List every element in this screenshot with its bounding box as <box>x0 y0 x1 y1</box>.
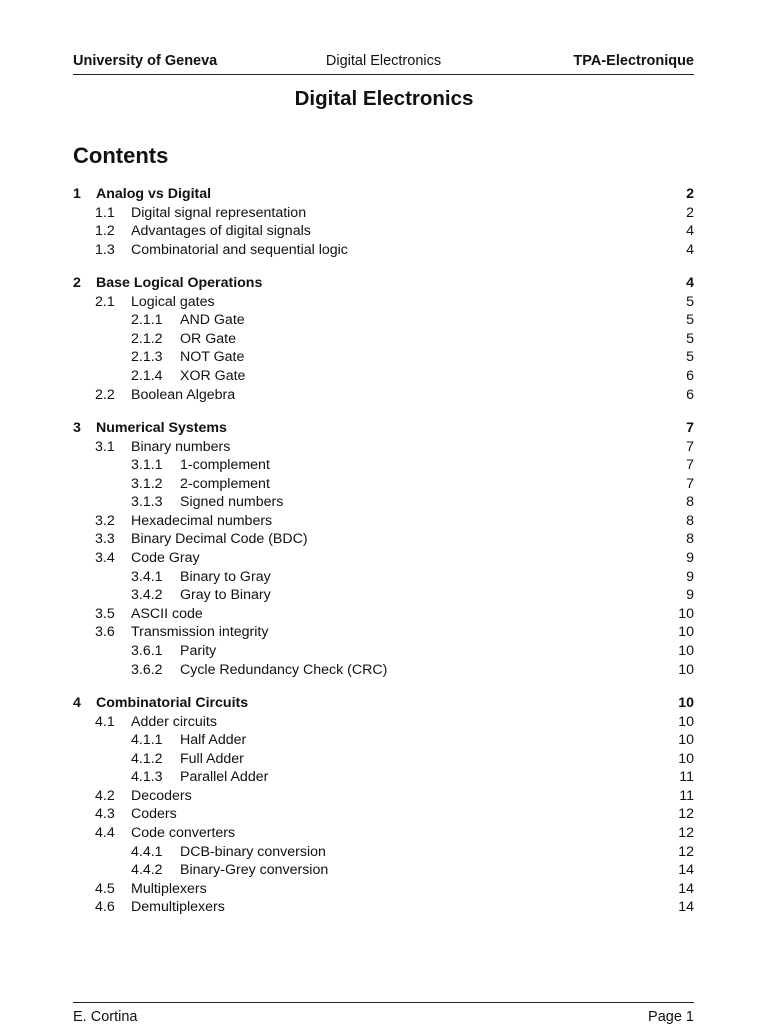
toc-entry-page: 10 <box>675 713 694 732</box>
toc-entry-page: 10 <box>675 642 694 661</box>
toc-entry-number: 2.1 <box>95 293 115 310</box>
toc-entry-page: 10 <box>675 694 694 713</box>
toc-section[interactable] <box>73 880 694 899</box>
toc-entry-leader-row <box>180 475 694 494</box>
toc-entry-page: 2 <box>683 204 694 223</box>
toc-entry-number: 3.1.2 <box>131 475 163 492</box>
toc-entry-leader-row <box>131 386 694 405</box>
toc-entry-title: Boolean Algebra <box>131 387 239 403</box>
toc-subsection[interactable] <box>73 493 694 512</box>
toc-entry-title: Numerical Systems <box>96 420 231 436</box>
toc-entry-title: Parallel Adder <box>180 769 272 785</box>
toc-entry-number: 2 <box>73 275 81 292</box>
toc-entry-title: AND Gate <box>180 312 249 328</box>
toc-chapter[interactable] <box>73 694 694 713</box>
toc-entry-number: 4.4 <box>95 825 115 842</box>
toc-entry-title: Binary to Gray <box>180 569 275 585</box>
toc-entry-page: 8 <box>683 493 694 512</box>
toc-entry-number: 2.2 <box>95 386 115 403</box>
toc-entry-page: 9 <box>683 568 694 587</box>
toc-entry-title: Logical gates <box>131 294 219 310</box>
toc-entry-title: Base Logical Operations <box>96 275 266 291</box>
toc-subsection[interactable] <box>73 475 694 494</box>
toc-entry-title: DCB-binary conversion <box>180 844 330 860</box>
toc-entry-page: 12 <box>675 805 694 824</box>
toc-entry-number: 3.1.3 <box>131 494 163 511</box>
toc-entry-page: 7 <box>683 475 694 494</box>
toc-entry-leader-row <box>180 661 694 680</box>
toc-entry-number: 3.4 <box>95 550 115 567</box>
toc-entry-title: Binary Decimal Code (BDC) <box>131 531 312 547</box>
toc-entry-leader-row <box>180 642 694 661</box>
toc-entry-title: Digital signal representation <box>131 205 310 221</box>
toc-entry-number: 4.4.2 <box>131 862 163 879</box>
toc-entry-leader-row <box>96 185 694 204</box>
toc-entry-title: Parity <box>180 643 220 659</box>
toc-subsection[interactable] <box>73 311 694 330</box>
toc-entry-title: 1-complement <box>180 457 274 473</box>
toc-entry-number: 3.6.2 <box>131 661 163 678</box>
toc-entry-title: Code Gray <box>131 550 204 566</box>
toc-entry-page: 12 <box>675 824 694 843</box>
toc-entry-leader-row <box>131 512 694 531</box>
toc-entry-page: 6 <box>683 367 694 386</box>
toc-entry-page: 5 <box>683 330 694 349</box>
toc-section[interactable] <box>73 605 694 624</box>
toc-subsection[interactable] <box>73 367 694 386</box>
toc-entry-title: Binary numbers <box>131 439 234 455</box>
toc-section[interactable] <box>73 530 694 549</box>
toc-entry-number: 4 <box>73 694 81 711</box>
toc-subsection[interactable] <box>73 843 694 862</box>
toc-section[interactable] <box>73 438 694 457</box>
toc-entry-page: 2 <box>683 185 694 204</box>
toc-subsection[interactable] <box>73 861 694 880</box>
toc-entry-page: 11 <box>676 787 694 806</box>
toc-section[interactable] <box>73 713 694 732</box>
toc-entry-leader-row <box>131 713 694 732</box>
toc-entry-number: 4.1 <box>95 713 115 730</box>
toc-entry-title: Half Adder <box>180 732 250 748</box>
document-title: Digital Electronics <box>294 87 474 110</box>
toc-section[interactable] <box>73 386 694 405</box>
toc-entry-number: 4.3 <box>95 806 115 823</box>
toc-entry-leader-row <box>131 880 694 899</box>
toc-subsection[interactable] <box>73 330 694 349</box>
toc-entry-number: 2.1.3 <box>131 349 163 366</box>
toc-subsection[interactable] <box>73 348 694 367</box>
toc-entry-leader-row <box>180 586 694 605</box>
toc-entry-leader-row <box>180 330 694 349</box>
footer-author: E. Cortina <box>73 1009 138 1025</box>
toc-entry-leader-row <box>131 824 694 843</box>
toc-subsection[interactable] <box>73 661 694 680</box>
toc-entry-number: 1.3 <box>95 241 115 258</box>
toc-entry-leader-row <box>96 274 694 293</box>
toc-entry-leader-row <box>131 787 694 806</box>
toc-entry-number: 3 <box>73 419 81 436</box>
toc-chapter[interactable] <box>73 274 694 293</box>
toc-entry-title: Transmission integrity <box>131 624 272 640</box>
toc-entry-page: 14 <box>675 898 694 917</box>
toc-entry-title: Demultiplexers <box>131 899 229 915</box>
toc-entry-page: 5 <box>683 293 694 312</box>
toc-entry-title: Advantages of digital signals <box>131 223 315 239</box>
toc-entry-title: Multiplexers <box>131 881 211 897</box>
toc-subsection[interactable] <box>73 731 694 750</box>
toc-entry-number: 1 <box>73 186 81 202</box>
toc-entry-leader-row <box>131 204 694 223</box>
toc-entry-number: 3.4.2 <box>131 587 163 604</box>
toc-section[interactable] <box>73 549 694 568</box>
toc-entry-number: 2.1.4 <box>131 368 163 385</box>
toc-section[interactable] <box>73 805 694 824</box>
toc-entry-leader-row <box>180 750 694 769</box>
toc-entry-number: 3.6.1 <box>131 643 163 660</box>
toc-subsection[interactable] <box>73 456 694 475</box>
toc-chapter-group <box>73 185 694 259</box>
toc-entry-page: 8 <box>683 530 694 549</box>
header-institution: University of Geneva <box>73 53 218 69</box>
toc-entry-page: 10 <box>675 731 694 750</box>
toc-entry-number: 4.1.2 <box>131 750 163 767</box>
toc-entry-number: 1.2 <box>95 223 115 240</box>
toc-entry-title: Binary-Grey conversion <box>180 862 332 878</box>
toc-entry-leader-row <box>180 311 694 330</box>
toc-subsection[interactable] <box>73 586 694 605</box>
toc-entry-leader-row <box>96 694 694 713</box>
toc-chapter-group <box>73 694 694 917</box>
toc-entry-number: 3.1 <box>95 438 115 455</box>
toc-section[interactable] <box>73 222 694 241</box>
toc-entry-page: 9 <box>683 586 694 605</box>
toc-entry-number: 3.4.1 <box>131 568 163 585</box>
contents-heading: Contents <box>73 143 169 168</box>
toc-entry-leader-row <box>180 568 694 587</box>
toc-entry-page: 8 <box>683 512 694 531</box>
toc-entry-title: Combinatorial and sequential logic <box>131 242 352 258</box>
toc-entry-leader-row <box>180 768 694 787</box>
toc-entry-number: 4.1.1 <box>131 732 163 749</box>
toc-entry-leader-row <box>131 222 694 241</box>
toc-section[interactable] <box>73 293 694 312</box>
toc-entry-title: Cycle Redundancy Check (CRC) <box>180 662 391 678</box>
toc-entry-number: 4.4.1 <box>131 843 163 860</box>
toc-entry-leader-row <box>131 293 694 312</box>
toc-entry-page: 7 <box>683 438 694 457</box>
toc-section[interactable] <box>73 204 694 223</box>
toc-entry-page: 11 <box>676 768 694 787</box>
toc-entry-title: Full Adder <box>180 751 248 767</box>
toc-entry-number: 3.2 <box>95 512 115 529</box>
toc-chapter[interactable] <box>73 185 694 204</box>
toc-entry-page: 10 <box>675 750 694 769</box>
header-department: TPA-Electronique <box>573 53 694 69</box>
toc-entry-leader-row <box>96 419 694 438</box>
toc-entry-page: 12 <box>675 843 694 862</box>
toc-entry-title: 2-complement <box>180 476 274 492</box>
toc-section[interactable] <box>73 623 694 642</box>
footer-page-number: Page 1 <box>648 1009 694 1025</box>
toc-entry-number: 4.5 <box>95 880 115 897</box>
toc-entry-title: Code converters <box>131 825 239 841</box>
toc-entry-page: 4 <box>683 222 694 241</box>
toc-entry-page: 4 <box>683 274 694 293</box>
toc-subsection[interactable] <box>73 768 694 787</box>
toc-entry-leader-row <box>180 843 694 862</box>
toc-entry-title: Combinatorial Circuits <box>96 695 252 711</box>
toc-entry-title: ASCII code <box>131 606 207 622</box>
toc-section[interactable] <box>73 898 694 917</box>
toc-entry-page: 5 <box>683 348 694 367</box>
toc-entry-page: 7 <box>683 456 694 475</box>
toc-entry-page: 14 <box>675 861 694 880</box>
toc-entry-page: 6 <box>683 386 694 405</box>
toc-entry-number: 4.6 <box>95 899 115 916</box>
toc-entry-leader-row <box>131 805 694 824</box>
toc-entry-title: XOR Gate <box>180 368 249 384</box>
toc-section[interactable] <box>73 824 694 843</box>
toc-chapter-group <box>73 274 694 404</box>
toc-entry-page: 7 <box>683 419 694 438</box>
footer-divider <box>73 1002 694 1003</box>
toc-entry-number: 3.6 <box>95 624 115 641</box>
toc-subsection[interactable] <box>73 642 694 661</box>
toc-entry-number: 1.1 <box>95 204 115 221</box>
toc-entry-title: Hexadecimal numbers <box>131 513 276 529</box>
table-of-contents <box>73 185 694 932</box>
toc-entry-number: 3.5 <box>95 605 115 622</box>
toc-entry-leader-row <box>131 438 694 457</box>
toc-entry-page: 14 <box>675 880 694 899</box>
toc-section[interactable] <box>73 787 694 806</box>
toc-entry-number: 3.3 <box>95 531 115 548</box>
toc-chapter-group <box>73 419 694 679</box>
toc-entry-page: 9 <box>683 549 694 568</box>
toc-entry-page: 10 <box>675 623 694 642</box>
toc-entry-leader-row <box>180 456 694 475</box>
toc-entry-leader-row <box>131 549 694 568</box>
toc-entry-page: 10 <box>675 661 694 680</box>
toc-subsection[interactable] <box>73 750 694 769</box>
toc-entry-leader-row <box>131 898 694 917</box>
toc-entry-leader-row <box>131 530 694 549</box>
page-header <box>73 53 694 73</box>
toc-entry-title: Gray to Binary <box>180 587 275 603</box>
toc-entry-leader-row <box>131 605 694 624</box>
toc-entry-leader-row <box>180 367 694 386</box>
toc-subsection[interactable] <box>73 568 694 587</box>
header-course: Digital Electronics <box>325 53 442 69</box>
toc-entry-page: 5 <box>683 311 694 330</box>
toc-chapter[interactable] <box>73 419 694 438</box>
toc-entry-title: Coders <box>131 806 181 822</box>
toc-entry-number: 4.1.3 <box>131 769 163 786</box>
toc-section[interactable] <box>73 512 694 531</box>
toc-entry-number: 2.1.2 <box>131 330 163 347</box>
toc-entry-title: OR Gate <box>180 331 240 347</box>
toc-entry-title: Signed numbers <box>180 494 287 510</box>
toc-entry-leader-row <box>131 241 694 260</box>
toc-entry-leader-row <box>180 861 694 880</box>
toc-entry-title: NOT Gate <box>180 349 248 365</box>
toc-entry-title: Analog vs Digital <box>96 186 215 202</box>
toc-entry-number: 3.1.1 <box>131 457 163 474</box>
header-divider <box>73 74 694 75</box>
toc-entry-title: Decoders <box>131 788 196 804</box>
toc-entry-leader-row <box>180 731 694 750</box>
toc-entry-page: 4 <box>683 241 694 260</box>
toc-entry-leader-row <box>131 623 694 642</box>
toc-entry-leader-row <box>180 348 694 367</box>
toc-entry-title: Adder circuits <box>131 714 221 730</box>
toc-section[interactable] <box>73 241 694 260</box>
toc-entry-leader-row <box>180 493 694 512</box>
toc-entry-page: 10 <box>675 605 694 624</box>
toc-entry-number: 4.2 <box>95 787 115 804</box>
toc-entry-number: 2.1.1 <box>131 312 163 329</box>
